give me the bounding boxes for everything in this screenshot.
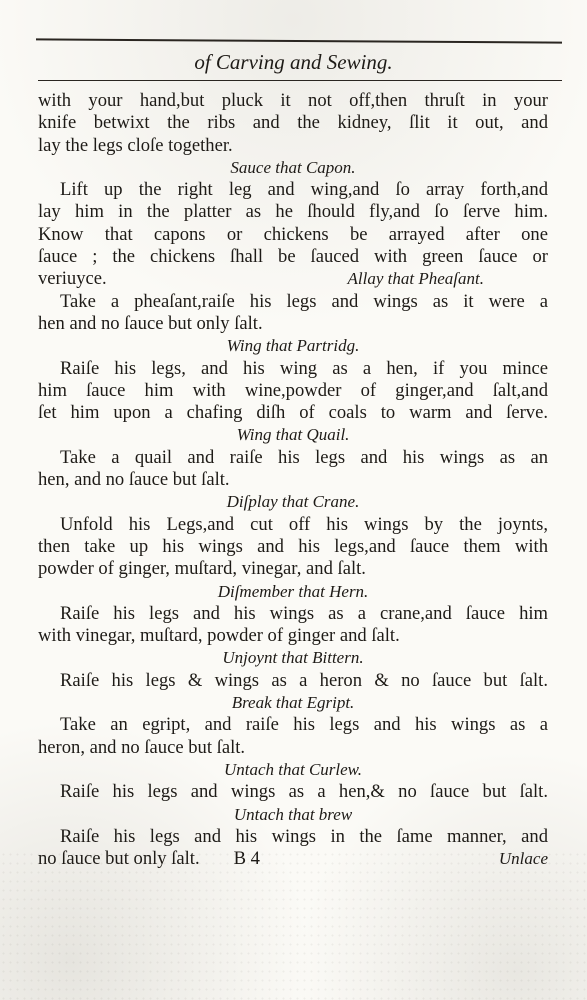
text-line: knife betwixt the ribs and the kidney, ſlit it out, and bbox=[38, 112, 548, 134]
text-line: with your hand,but pluck it not off,then thruſt in your bbox=[38, 90, 548, 111]
text-line: Raiſe his legs, and his wing as a hen, if you mince bbox=[60, 357, 548, 379]
section-heading: Allay that Pheaſant. bbox=[347, 269, 484, 289]
text-line: Take a pheaſant,raiſe his legs and wings as it were a bbox=[60, 290, 548, 312]
text-line: Lift up the right leg and wing,and ſo array forth,and bbox=[60, 179, 548, 201]
paper-texture bbox=[0, 850, 587, 1000]
text-line: Take a quail and raiſe his legs and his wings as an bbox=[60, 446, 548, 468]
section-heading: Diſplay that Crane. bbox=[226, 492, 360, 512]
section-heading: Break that Egript. bbox=[231, 693, 355, 713]
text-line: with vinegar, muſtard, powder of ginger and ſalt. bbox=[38, 625, 400, 647]
text-line: Know that capons or chickens be arrayed after one bbox=[38, 223, 548, 245]
text-line: Raiſe his legs and his wings as a crane,and ſauce him bbox=[60, 602, 548, 624]
text-line: hen and no ſauce but only ſalt. bbox=[38, 312, 263, 334]
text-fragment: veriuyce. bbox=[38, 268, 107, 290]
section-heading: Untach that brew bbox=[233, 804, 353, 824]
text-fragment: no ſauce but only ſalt. bbox=[38, 848, 200, 870]
text-line: lay him in the platter as he ſhould fly,and ſo ſerve him. bbox=[38, 201, 548, 223]
text-line: Take an egript, and raiſe his legs and his wings as a bbox=[60, 714, 548, 736]
text-line: lay the legs cloſe together. bbox=[38, 134, 233, 156]
text-line: ſauce ; the chickens ſhall be ſauced with green ſauce or bbox=[38, 246, 548, 268]
text-line: powder of ginger, muſtard, vinegar, and ſalt. bbox=[38, 558, 366, 580]
running-head: of Carving and Sewing. bbox=[194, 50, 393, 74]
body-text bbox=[38, 90, 548, 870]
section-heading: Unjoynt that Bittern. bbox=[222, 648, 364, 668]
header-rule-top bbox=[36, 38, 562, 43]
text-line: Raiſe his legs and wings as a hen,& no ſauce but ſalt. bbox=[60, 781, 548, 803]
text-line: heron, and no ſauce but ſalt. bbox=[38, 736, 246, 758]
section-heading: Wing that Quail. bbox=[236, 425, 350, 445]
text-line: ſet him upon a chafing diſh of coals to warm and ſerve. bbox=[38, 402, 548, 424]
section-heading: Untach that Curlew. bbox=[223, 759, 363, 779]
text-line: hen, and no ſauce but ſalt. bbox=[38, 469, 230, 491]
text-line: Raiſe his legs and his wings in the ſame manner, and bbox=[60, 825, 548, 847]
text-line-with-heading bbox=[38, 268, 548, 290]
catchword: Unlace bbox=[498, 849, 548, 869]
text-line: then take up his wings and his legs,and ſauce them with bbox=[38, 535, 548, 557]
text-line: him ſauce him with wine,powder of ginger,and ſalt,and bbox=[38, 379, 548, 401]
section-heading: Sauce that Capon. bbox=[230, 157, 356, 177]
section-heading: Wing that Partridg. bbox=[226, 336, 360, 356]
text-line: Unfold his Legs,and cut off his wings by the joynts, bbox=[60, 513, 548, 535]
section-heading: Diſmember that Hern. bbox=[217, 581, 369, 601]
header-rule-bottom bbox=[38, 80, 562, 81]
text-line: Raiſe his legs & wings as a heron & no ſauce but ſalt. bbox=[60, 669, 548, 691]
signature-mark: B 4 bbox=[233, 848, 260, 870]
